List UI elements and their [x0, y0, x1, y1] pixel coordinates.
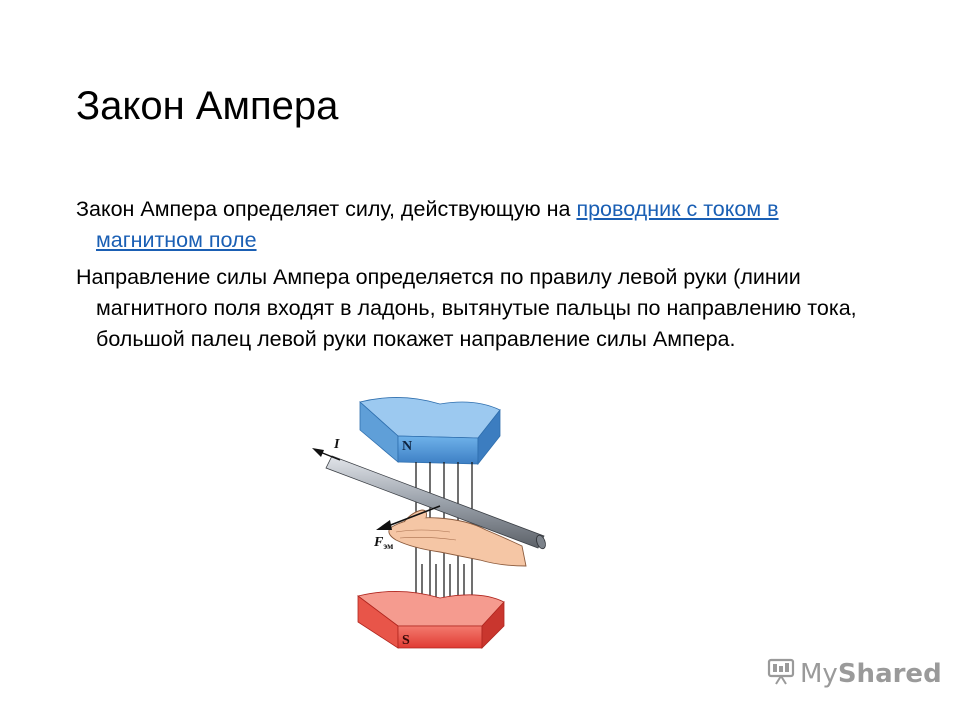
- south-magnet: [358, 591, 504, 648]
- slide-title: Закон Ампера: [76, 84, 339, 128]
- slide-body: [76, 194, 876, 361]
- pole-north-label: N: [402, 439, 413, 454]
- myshared-watermark: [766, 654, 942, 694]
- force-label-letter: F: [374, 535, 384, 550]
- pole-south-label: S: [402, 633, 410, 648]
- conductor-link[interactable]: проводник с током в магнитном поле: [96, 197, 779, 252]
- ampere-force-diagram: [300, 390, 570, 650]
- force-label: [373, 535, 393, 551]
- current-label: I: [334, 437, 340, 452]
- north-magnet: [360, 397, 500, 464]
- paragraph-definition-text: Закон Ампера определяет силу, действующую на: [76, 197, 577, 221]
- force-label-subscript: эм: [383, 541, 394, 551]
- paragraph-definition: [76, 194, 876, 256]
- presentation-board-icon: [766, 656, 796, 693]
- brand-shared: Shared: [837, 659, 942, 689]
- paragraph-left-hand-rule: Направление силы Ампера определяется по правилу левой руки (линии магнитного поля входят в ладонь, вытянутые пальцы по направлению тока, большой палец левой руки покажет направление силы Ампера.: [76, 265, 857, 351]
- current-arrow: [312, 437, 340, 460]
- brand-my: My: [800, 659, 838, 689]
